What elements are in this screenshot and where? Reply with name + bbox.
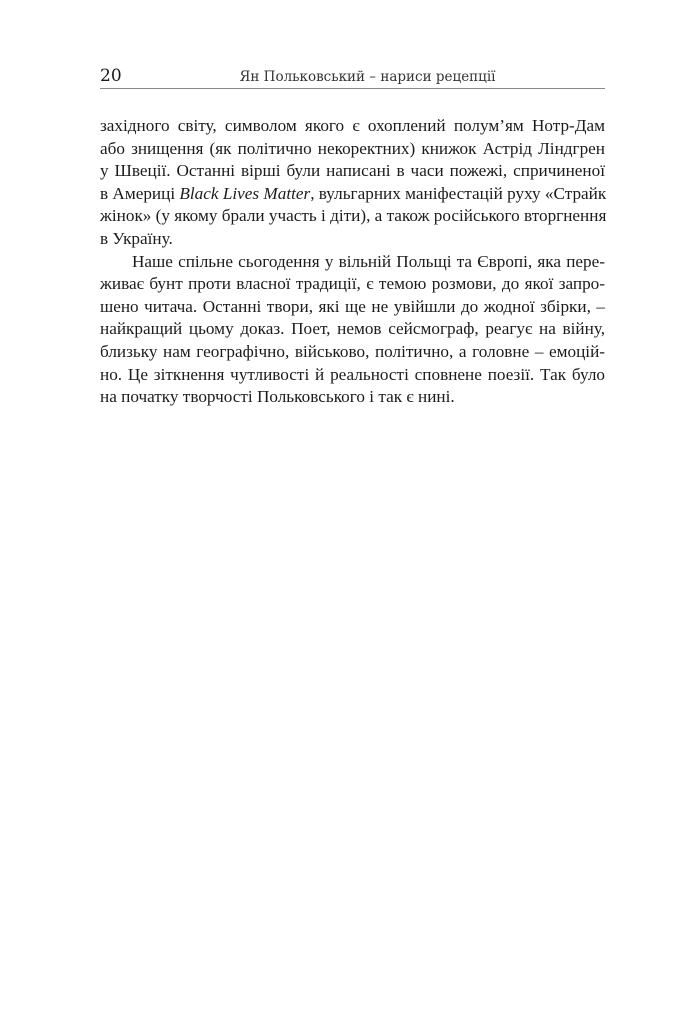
book-page — [100, 66, 605, 409]
text-line: найкращий цьому доказ. Поет, немов сейсмограф, реагує на війну, — [100, 319, 605, 339]
text-line: Наше спільне сьогодення у вільній Польщі та Європі, яка пере- — [132, 251, 605, 271]
text-line: на початку творчості Польковського і так є нині. — [100, 387, 455, 407]
text-line: жінок» (у якому брали участь і діти), а також російського вторгнення — [100, 206, 607, 226]
text-line: близьку нам географічно, військово, політично, а головне – емоцій- — [100, 341, 605, 361]
page-header — [100, 66, 605, 89]
page-number: 20 — [100, 66, 122, 86]
text-line: но. Це зіткнення чутливості й реальності сповнене поезії. Так було — [100, 364, 605, 384]
body-text — [100, 115, 605, 409]
text-line — [100, 183, 605, 206]
running-title: Ян Польковський – нариси рецепції — [239, 69, 496, 85]
text-line: або знищення (як політично некоректних) книжок Астрід Ліндгрен — [100, 138, 605, 158]
italic-phrase: Black Lives Matter — [179, 183, 311, 203]
text-line: живає бунт проти власної традиції, є темою розмови, до якої запро- — [100, 274, 605, 294]
paragraph-2 — [100, 251, 605, 409]
text-line: у Швеції. Останні вірші були написані в часи пожежі, спричиненої — [100, 161, 605, 181]
text-line: шено читача. Останні твори, які ще не увійшли до жодної збірки, – — [100, 296, 605, 316]
text-line: західного світу, символом якого є охоплений полум’ям Нотр-Дам — [100, 116, 605, 135]
text-segment: в Америці — [100, 183, 180, 203]
paragraph-1 — [100, 115, 605, 251]
text-line: в Україну. — [100, 228, 173, 248]
text-segment: , вульгарних маніфестацій руху «Страйк — [310, 183, 607, 203]
